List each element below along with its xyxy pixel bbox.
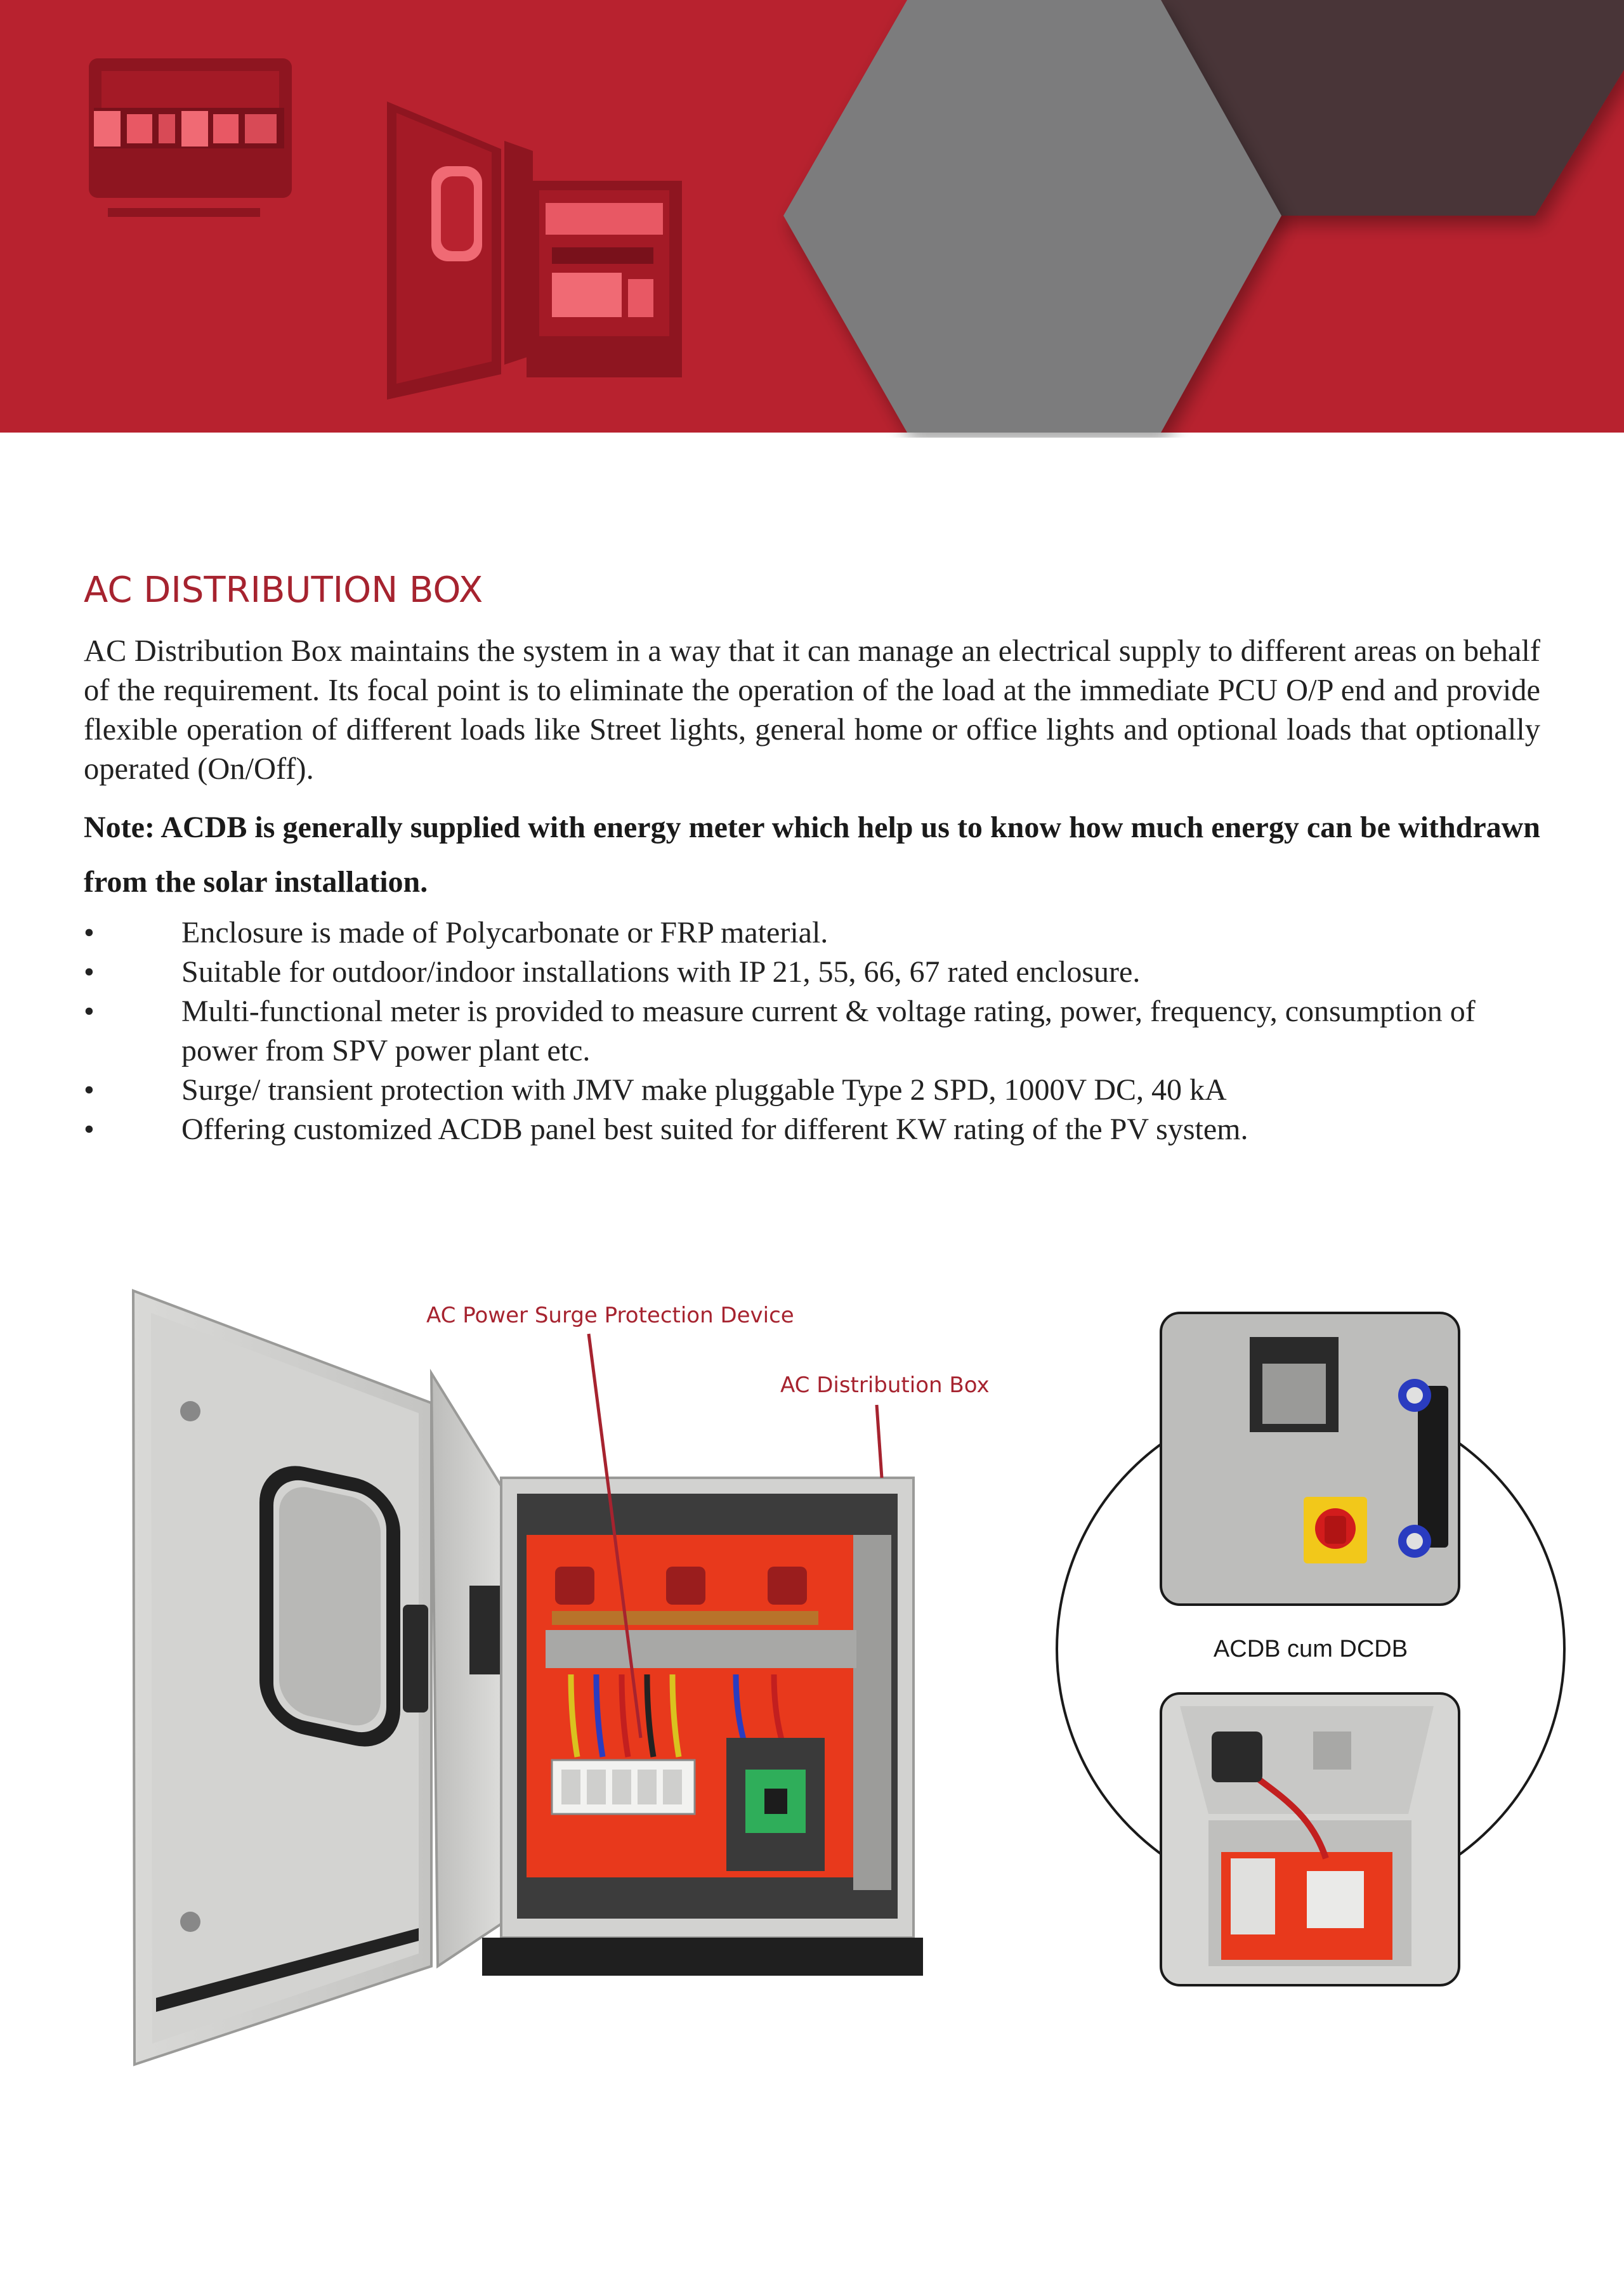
cabinet-base [482,1938,923,1976]
list-item [84,992,1540,1071]
isolator-grip [1325,1516,1346,1544]
list-item-text: Offering customized ACDB panel best suited for different KW rating of the PV system. [181,1112,1248,1146]
gland-plate [1313,1732,1351,1770]
window-glass [279,1482,381,1732]
door-handle [403,1605,428,1712]
current-transformer [555,1567,594,1605]
bullet-icon: • [84,916,95,949]
busbar-cover [546,1630,856,1668]
mccb-toggle [764,1789,787,1814]
rotary-switch [1212,1732,1262,1782]
lock-keyhole [1406,1387,1423,1404]
lock-keyhole [1406,1533,1423,1549]
spd-pole [612,1770,631,1804]
bullet-icon: • [84,1112,95,1146]
feature-list [84,913,1540,1149]
current-transformer [666,1567,705,1605]
enclosure-handle [1418,1386,1448,1548]
copper-busbar [552,1611,818,1625]
breaker-module [1231,1858,1275,1934]
list-item-text: Surge/ transient protection with JMV make pluggable Type 2 SPD, 1000V DC, 40 kA [181,1073,1227,1107]
ac-distribution-box-image [133,1291,923,2064]
spd-pole [561,1770,580,1804]
spd-pole [587,1770,606,1804]
current-transformer [768,1567,807,1605]
fuse-holder [1307,1871,1364,1928]
cabinet-side-wall [853,1535,891,1890]
label-distribution-box: AC Distribution Box [780,1373,990,1398]
product-figures [0,1256,1624,2093]
list-item [84,953,1540,992]
hinge-bolt [180,1401,200,1421]
bullet-icon: • [84,995,95,1028]
list-item-text: Suitable for outdoor/indoor installations with IP 21, 55, 66, 67 rated enclosure. [181,955,1141,989]
header-banner [0,0,1624,438]
bullet-icon: • [84,1073,95,1107]
list-item-text: Multi-functional meter is provided to measure current & voltage rating, power, frequency, consumption of power from SPV power plant etc. [181,995,1476,1067]
list-item-text: Enclosure is made of Polycarbonate or FRP material. [181,916,828,949]
spd-pole [638,1770,657,1804]
pointer-line [877,1405,882,1478]
note-paragraph: Note: ACDB is generally supplied with energy meter which help us to know how much energy can be withdrawn from the solar installation. [84,811,1540,899]
intro-paragraph: AC Distribution Box maintains the system in a way that it can manage an electrical supply to different areas on behalf of the requirement. Its focal point is to eliminate the operation of the load at the immediate PCU O/P end and provide flexible operation of different loads like Street lights, general home or office lights and optional loads that optionally operated (On/Off). [84,634,1540,786]
meter-device [1262,1364,1326,1424]
spd-pole [663,1770,682,1804]
acdb-cum-dcdb-image [1057,1313,1564,1985]
label-surge-device: AC Power Surge Protection Device [426,1303,794,1328]
section-title: AC DISTRIBUTION BOX [84,570,483,611]
list-item [84,913,1540,953]
hinge-bolt [180,1912,200,1932]
bullet-icon: • [84,955,95,989]
list-item [84,1110,1540,1149]
banner-breaker-silhouette [89,58,292,217]
label-acdb-cum-dcdb: ACDB cum DCDB [1213,1636,1408,1662]
list-item [84,1071,1540,1110]
